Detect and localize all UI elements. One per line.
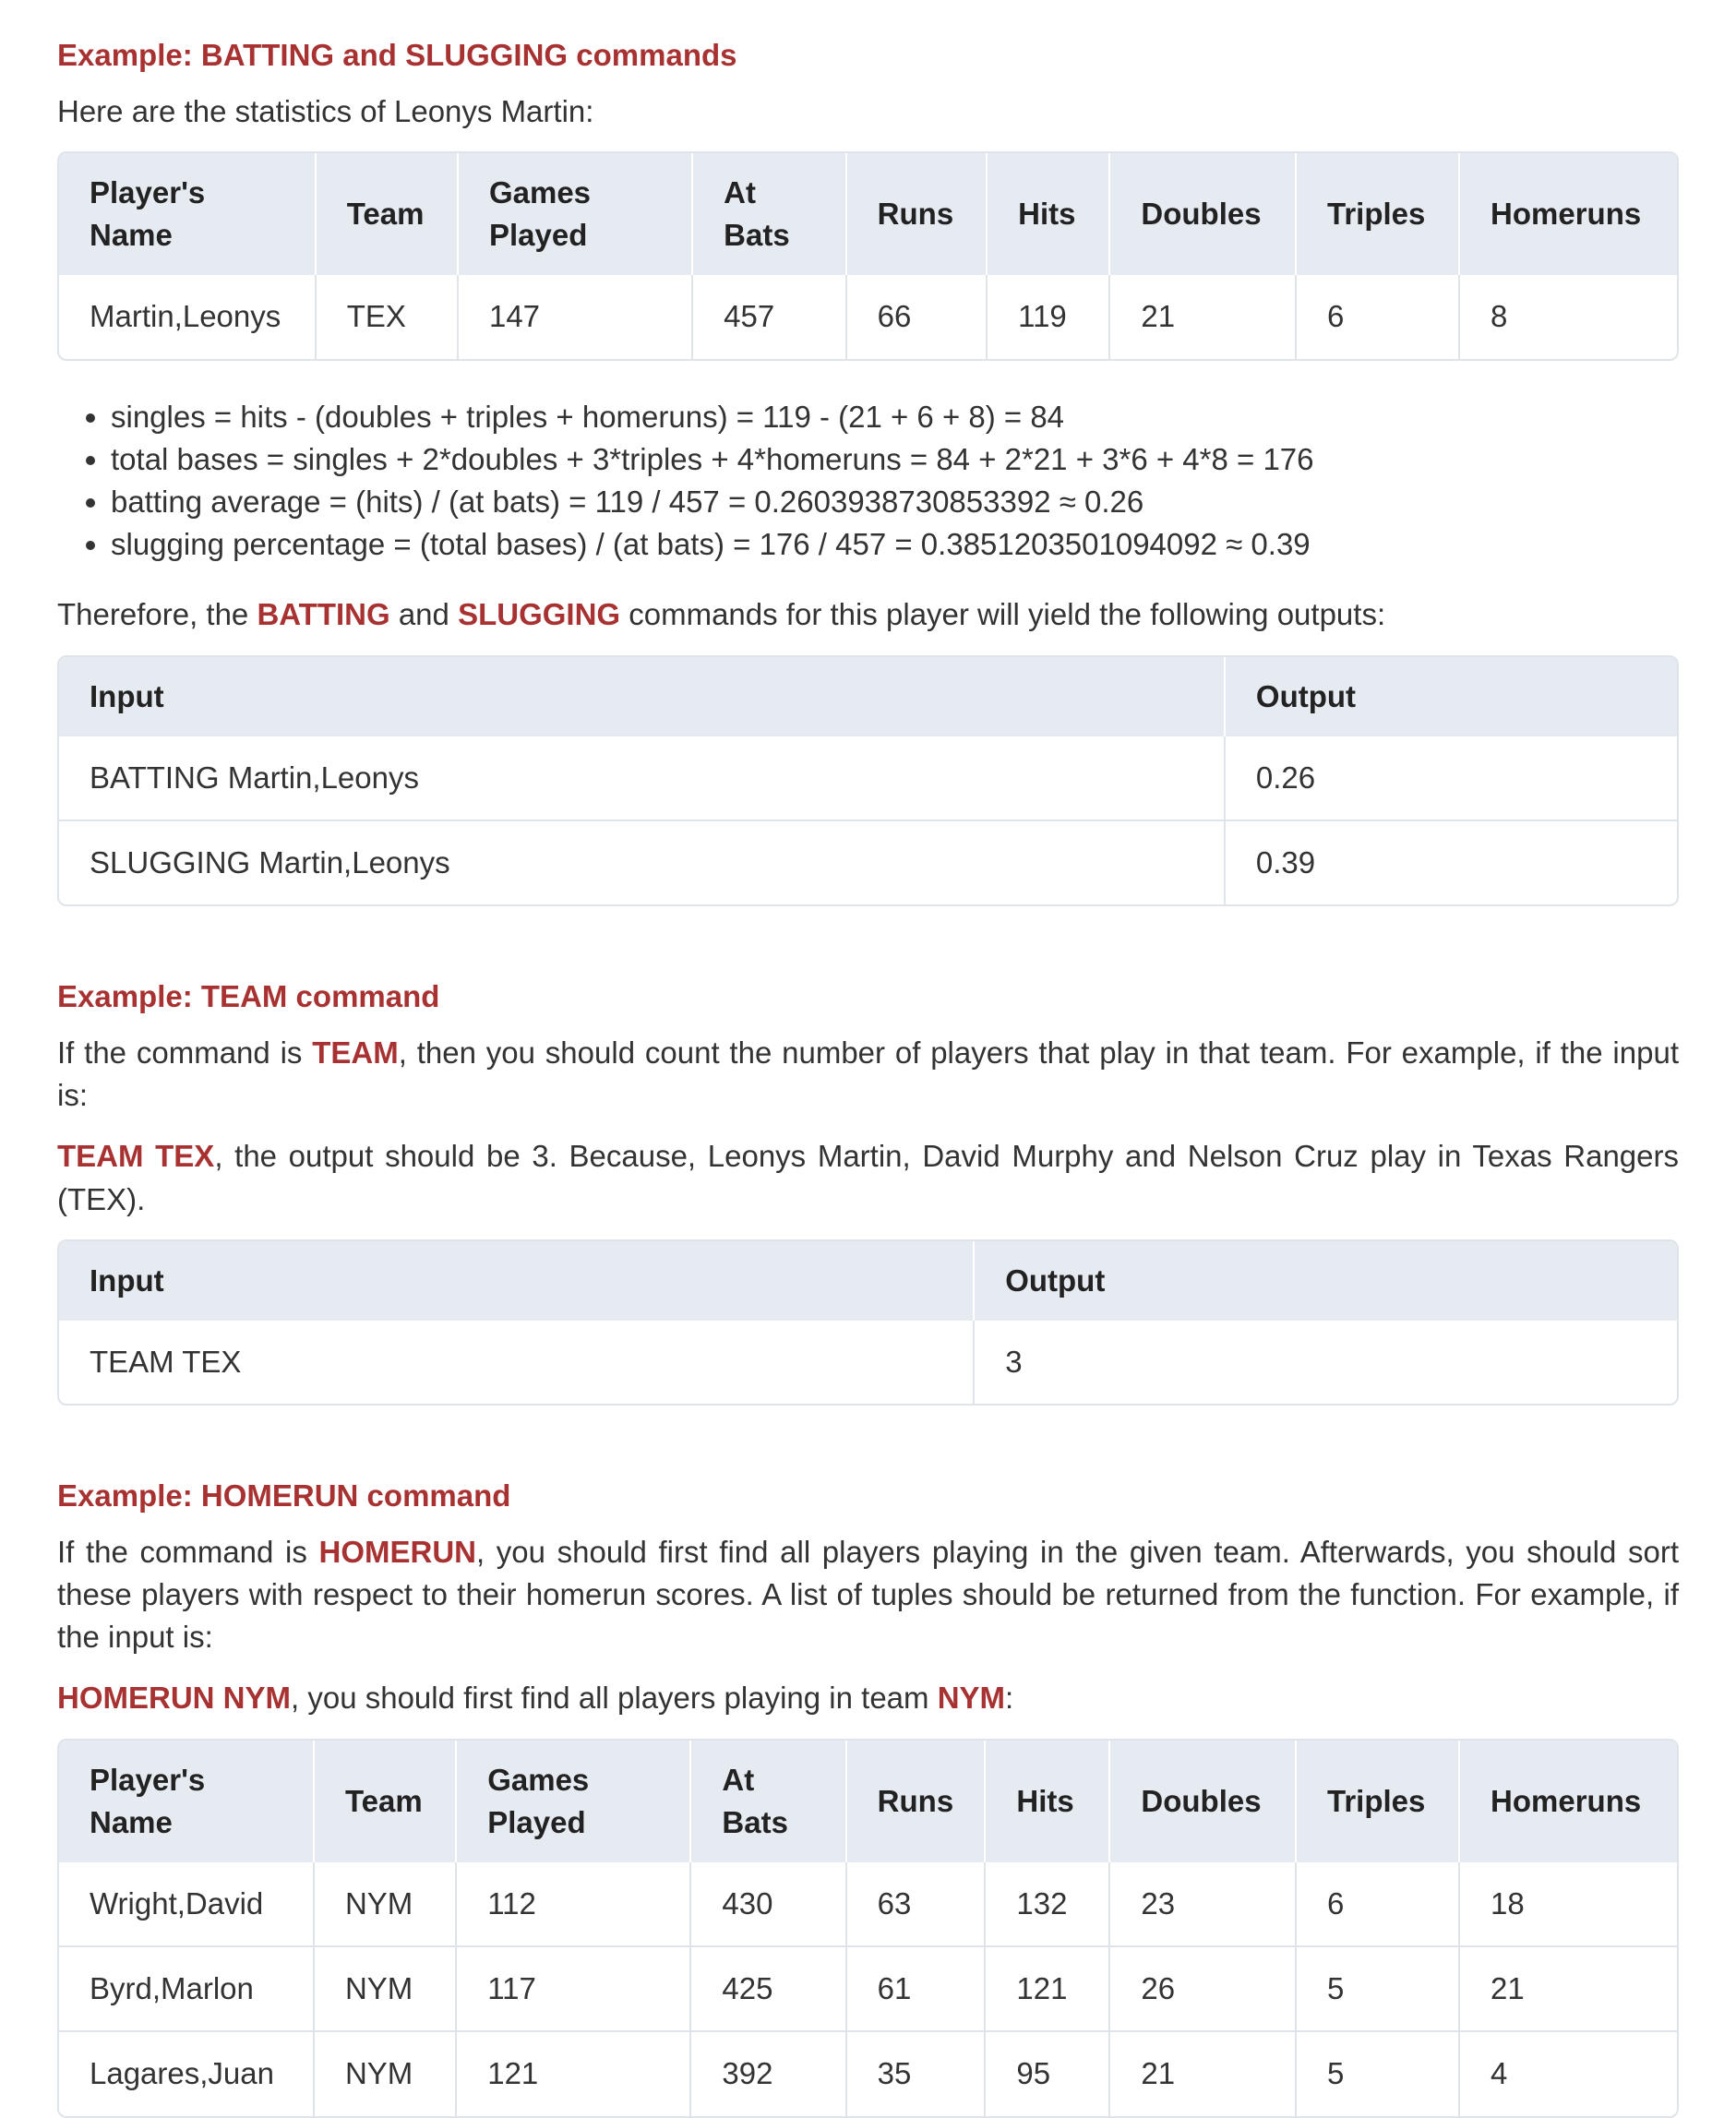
table-cell: 6 (1297, 1862, 1460, 1945)
table-row (59, 1862, 1677, 1945)
col-doubles: Doubles (1110, 153, 1297, 275)
col-team: Team (315, 1741, 457, 1862)
col-triples: Triples (1297, 1741, 1460, 1862)
team-paragraph-2 (57, 1135, 1679, 1220)
keyword-nym: NYM (937, 1681, 1006, 1716)
table-cell: 425 (691, 1945, 846, 2030)
col-player-name: Player's Name (59, 1741, 315, 1862)
table-cell: Wright,David (59, 1862, 315, 1945)
list-item: • singles = hits - (doubles + triples + homeruns) = 119 - (21 + 6 + 8) = 84 (111, 396, 1679, 438)
homerun-heading: Example: HOMERUN command (57, 1478, 511, 1514)
team-io-table (57, 1239, 1679, 1406)
table-cell: 18 (1491, 1886, 1525, 1921)
table-cell: 117 (457, 1945, 691, 2030)
col-runs: Runs (847, 1741, 987, 1862)
table-header-row (59, 1241, 1677, 1321)
table-cell: 147 (459, 275, 693, 358)
table-cell: 121 (457, 2030, 691, 2115)
team-paragraph-1 (57, 1032, 1679, 1117)
col-at-bats: At Bats (693, 153, 847, 275)
col-team: Team (317, 153, 459, 275)
table-cell: 21 (1110, 2030, 1297, 2115)
text-span: Therefore, the (57, 597, 257, 632)
text-span: , then you should count the number of players that play in that team. For example, if the input is: (57, 1035, 1679, 1113)
martin-stats-table (57, 151, 1679, 361)
table-cell: 66 (847, 275, 988, 358)
text-span: : (1005, 1681, 1014, 1716)
keyword-team: TEAM (312, 1035, 399, 1070)
list-item: • total bases = singles + 2*doubles + 3*triples + 4*homeruns = 84 + 2*21 + 3*6 + 4*8 = 176 (111, 438, 1679, 481)
col-input: Input (59, 1241, 975, 1321)
table-cell: 430 (691, 1862, 846, 1945)
table-cell: 6 (1297, 275, 1460, 358)
table-cell: 8 (1491, 299, 1508, 334)
batting-heading: Example: BATTING and SLUGGING commands (57, 38, 737, 72)
table-cell: 132 (986, 1862, 1110, 1945)
table-cell: SLUGGING Martin,Leonys (59, 820, 1226, 904)
table-cell: 95 (986, 2030, 1110, 2115)
col-games-played: Games Played (459, 153, 693, 275)
table-cell: NYM (315, 2030, 457, 2115)
list-item: • slugging percentage = (total bases) / (at bats) = 176 / 457 = 0.3851203501094092 ≈ 0.39 (111, 523, 1679, 566)
table-cell: 457 (693, 275, 847, 358)
table-cell: TEX (317, 275, 459, 358)
text-span: and (389, 597, 459, 632)
col-homeruns: Homeruns (1460, 1741, 1677, 1862)
col-runs: Runs (847, 153, 988, 275)
homerun-paragraph-1 (57, 1531, 1679, 1659)
table-cell: BATTING Martin,Leonys (59, 736, 1226, 820)
text-span: , the output should be 3. Because, Leonys Martin, David Murphy and Nelson Cruz play in Texas Rangers (TEX). (57, 1139, 1679, 1216)
col-output: Output (975, 1241, 1677, 1321)
col-player-name: Player's Name (59, 153, 317, 275)
table-cell: 112 (457, 1862, 691, 1945)
calculation-list (57, 396, 1679, 567)
text-span: , you should first find all players playing in the given team. Afterwards, you should sort these players with respect to their homerun scores. A list of tuples should be returned from the function. For example, if the input is: (57, 1534, 1679, 1655)
col-hits: Hits (986, 1741, 1110, 1862)
table-cell: 26 (1110, 1945, 1297, 2030)
nym-stats-table (57, 1739, 1679, 2118)
table-header-row (59, 657, 1677, 736)
table-header-row (59, 153, 1677, 275)
table-row (59, 2030, 1677, 2115)
therefore-paragraph (57, 593, 1679, 636)
text-span: If the command is (57, 1035, 313, 1070)
table-row (59, 275, 1677, 358)
table-cell: 119 (988, 275, 1110, 358)
keyword-team-tex: TEAM TEX (57, 1139, 215, 1174)
table-cell: 0.26 (1255, 760, 1316, 795)
table-cell: 3 (1005, 1344, 1023, 1379)
table-cell: 21 (1460, 1945, 1677, 2030)
col-input: Input (59, 657, 1226, 736)
list-item: • batting average = (hits) / (at bats) = 119 / 457 = 0.2603938730853392 ≈ 0.26 (111, 481, 1679, 523)
table-cell: 21 (1110, 275, 1297, 358)
col-at-bats: At Bats (691, 1741, 846, 1862)
table-row (59, 1321, 1677, 1404)
table-cell: 63 (847, 1862, 987, 1945)
table-row (59, 736, 1677, 820)
batting-intro: Here are the statistics of Leonys Martin: (57, 93, 594, 128)
table-cell: 23 (1110, 1862, 1297, 1945)
keyword-homerun-nym: HOMERUN NYM (57, 1681, 291, 1716)
table-cell: TEAM TEX (59, 1321, 975, 1404)
table-cell: Byrd,Marlon (59, 1945, 315, 2030)
batting-io-table (57, 655, 1679, 907)
table-cell: 4 (1460, 2030, 1677, 2115)
text-span: , you should first find all players playing in team (291, 1681, 938, 1716)
table-cell: 35 (847, 2030, 987, 2115)
table-row (59, 820, 1677, 904)
col-games-played: Games Played (457, 1741, 691, 1862)
table-row (59, 1945, 1677, 2030)
col-hits: Hits (988, 153, 1110, 275)
table-cell: Martin,Leonys (59, 275, 317, 358)
table-cell: 121 (986, 1945, 1110, 2030)
col-homeruns: Homeruns (1460, 153, 1677, 275)
table-cell: Lagares,Juan (59, 2030, 315, 2115)
table-cell: 61 (847, 1945, 987, 2030)
col-doubles: Doubles (1110, 1741, 1297, 1862)
table-cell: 392 (691, 2030, 846, 2115)
table-cell: 5 (1297, 1945, 1460, 2030)
table-cell: NYM (315, 1945, 457, 2030)
keyword-slugging: SLUGGING (458, 597, 621, 632)
keyword-homerun: HOMERUN (318, 1534, 476, 1569)
table-cell: 0.39 (1226, 820, 1677, 904)
col-output: Output (1226, 657, 1677, 736)
text-span: commands for this player will yield the following outputs: (620, 597, 1386, 632)
homerun-paragraph-2 (57, 1677, 1679, 1719)
table-header-row (59, 1741, 1677, 1862)
col-triples: Triples (1297, 153, 1460, 275)
table-cell: 5 (1297, 2030, 1460, 2115)
text-span: If the command is (57, 1534, 319, 1569)
table-cell: NYM (315, 1862, 457, 1945)
team-heading: Example: TEAM command (57, 979, 440, 1014)
keyword-batting: BATTING (257, 597, 390, 632)
